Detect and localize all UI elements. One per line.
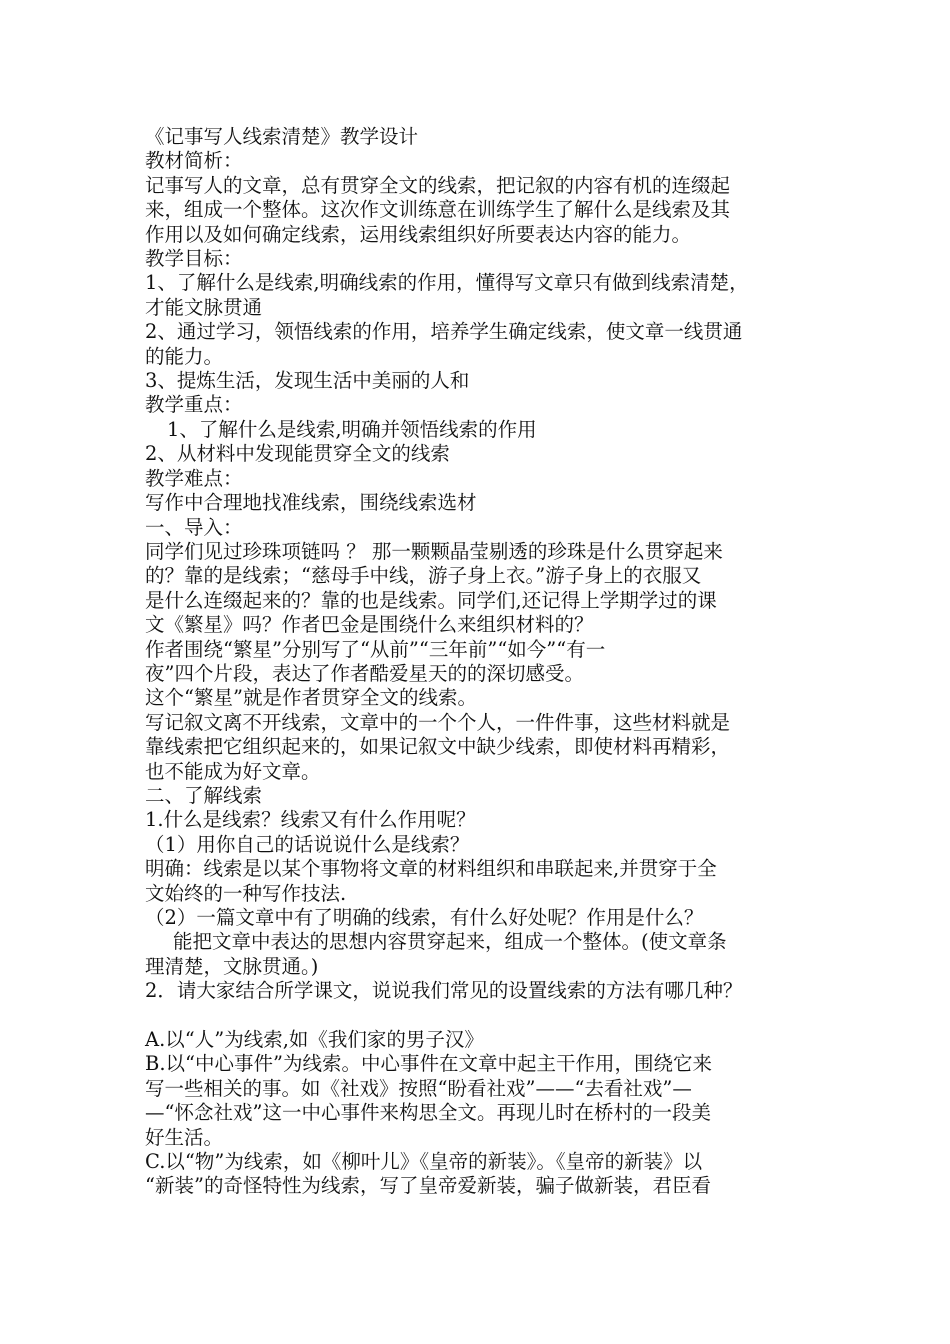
goal-item: 3、提炼生活，发现生活中美丽的人和: [145, 369, 470, 393]
goal-item: 才能文脉贯通: [145, 295, 263, 319]
question-line: 1.什么是线索？线索又有什么作用呢？: [145, 808, 476, 832]
paragraph-line: 作用以及如何确定线索，运用线索组织好所要表达内容的能力。: [145, 222, 692, 246]
question-line: 2．请大家结合所学课文，说说我们常见的设置线索的方法有哪几种？: [145, 979, 743, 1003]
paragraph-line: 理清楚，文脉贯通。): [145, 954, 319, 978]
paragraph-line: 是什么连缀起来的？靠的也是线索。同学们,还记得上学期学过的课: [145, 588, 717, 612]
paragraph-line: 文《繁星》吗？作者巴金是围绕什么来组织材料的？: [145, 613, 594, 637]
paragraph-line: 文始终的一种写作技法.: [145, 881, 347, 905]
section-heading-key-points: 教学重点：: [145, 393, 243, 417]
paragraph-line: 来，组成一个整体。这次作文训练意在训练学生了解什么是线索及其: [145, 198, 731, 222]
method-item: 写一些相关的事。如《社戏》按照“盼看社戏”——“去看社戏”—: [145, 1076, 692, 1100]
key-point-item: 1、了解什么是线索,明确并领悟线索的作用: [167, 417, 537, 441]
question-line: （2）一篇文章中有了明确的线索，有什么好处呢？作用是什么？: [145, 906, 704, 929]
document-title: 《记事写人线索清楚》教学设计: [145, 125, 419, 148]
paragraph-line: 记事写人的文章，总有贯穿全文的线索，把记叙的内容有机的连缀起: [145, 173, 731, 197]
paragraph-line: 靠线索把它组织起来的，如果记叙文中缺少线索，即使材料再精彩，: [145, 735, 731, 759]
paragraph-line: 的？靠的是线索；“慈母手中线，游子身上衣。”游子身上的衣服又: [145, 564, 702, 588]
paragraph-line: 作者围绕“繁星”分别写了“从前”“三年前”“如今”“有一: [145, 637, 606, 661]
paragraph-line: 能把文章中表达的思想内容贯穿起来，组成一个整体。(使文章条: [173, 930, 727, 954]
paragraph-line: 写记叙文离不开线索，文章中的一个个人，一件件事，这些材料就是: [145, 710, 731, 734]
section-heading-intro: 一、导入：: [145, 515, 243, 539]
goal-item: 的能力。: [145, 344, 224, 368]
method-item: B.以“中心事件”为线索。中心事件在文章中起主干作用，围绕它来: [145, 1052, 712, 1076]
difficulty-item: 写作中合理地找准线索，围绕线索选材: [145, 491, 477, 515]
section-heading-material: 教材简析：: [145, 149, 243, 173]
paragraph-line: 也不能成为好文章。: [145, 759, 321, 783]
paragraph-line: 夜”四个片段，表达了作者酷爱星天的的深切感受。: [145, 661, 584, 685]
method-item: —“怀念社戏”这一中心事件来构思全文。再现儿时在桥村的一段美: [145, 1101, 711, 1125]
method-item: 好生活。: [145, 1125, 224, 1149]
section-heading-clues: 二、了解线索: [145, 783, 263, 807]
section-heading-goals: 教学目标：: [145, 247, 243, 271]
method-item: C.以“物”为线索，如《柳叶儿》《皇帝的新装》。《皇帝的新装》以: [145, 1150, 703, 1174]
goal-item: 2、通过学习，领悟线索的作用，培养学生确定线索，使文章一线贯通: [145, 320, 743, 344]
goal-item: 1、了解什么是线索,明确线索的作用，懂得写文章只有做到线索清楚，: [145, 271, 749, 295]
method-item: A.以“人”为线索,如《我们家的男子汉》: [145, 1028, 484, 1052]
paragraph-line: 明确：线索是以某个事物将文章的材料组织和串联起来,并贯穿于全: [145, 857, 717, 881]
blank-line: [145, 1004, 825, 1028]
paragraph-line: 同学们见过珍珠项链吗 ？ 那一颗颗晶莹剔透的珍珠是什么贯穿起来: [145, 539, 723, 563]
key-point-item: 2、从材料中发现能贯穿全文的线索: [145, 442, 450, 466]
method-item: “新装”的奇怪特性为线索，写了皇帝爱新装，骗子做新装，君臣看: [145, 1174, 711, 1198]
document-page: [145, 125, 825, 1199]
question-line: （1）用你自己的话说说什么是线索？: [145, 832, 470, 856]
paragraph-line: 这个“繁星”就是作者贯穿全文的线索。: [145, 686, 477, 710]
section-heading-difficulties: 教学难点：: [145, 466, 243, 490]
